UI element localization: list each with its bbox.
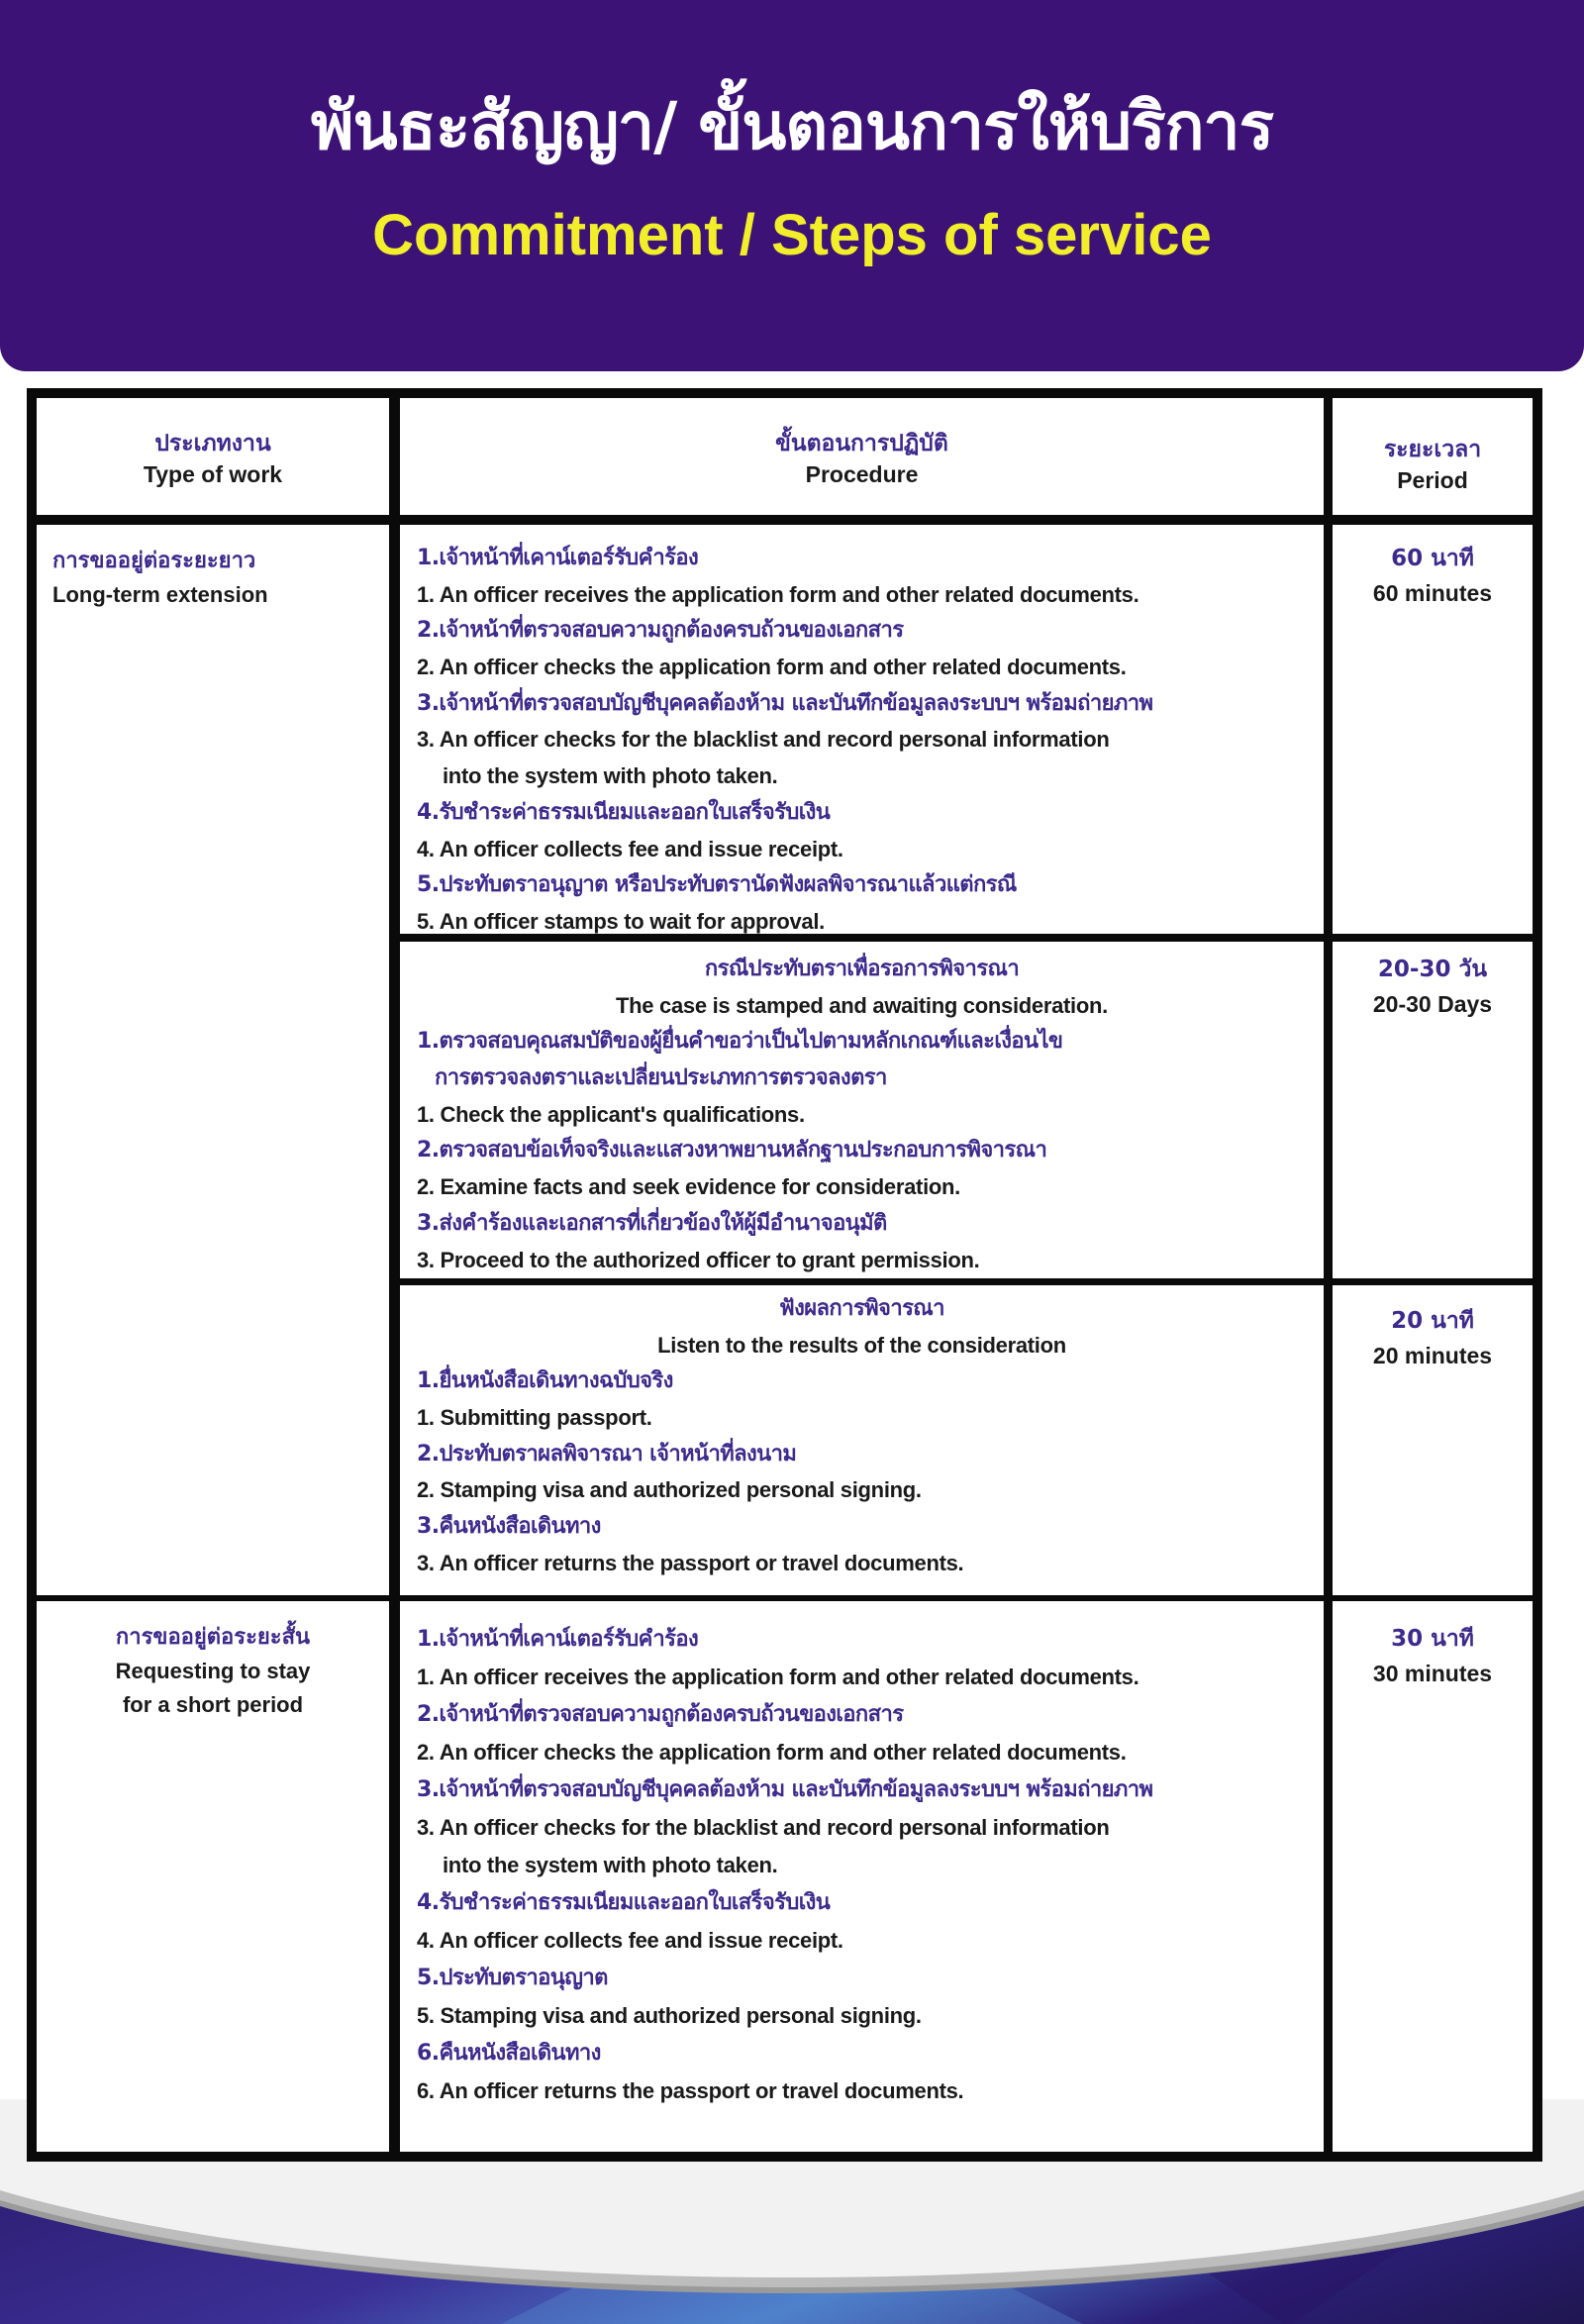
column-header-thai: ขั้นตอนการปฏิบัติ <box>775 431 948 456</box>
procedure-step-thai: 3.คืนหนังสือเดินทาง <box>417 1514 601 1540</box>
type-label-english: Long-term extension <box>52 582 268 607</box>
procedure-step-english: 5. Stamping visa and authorized personal signing. <box>417 2003 922 2028</box>
procedure-step-thai: 1.ตรวจสอบคุณสมบัติของผู้ยื่นคำขอว่าเป็นไปตามหลักเกณฑ์และเงื่อนไข <box>417 1029 1063 1055</box>
procedure-step-english: 2. Stamping visa and authorized personal signing. <box>417 1477 922 1503</box>
procedure-cell <box>400 525 1324 934</box>
procedure-step-thai: 1.เจ้าหน้าที่เคาน์เตอร์รับคำร้อง <box>417 1627 699 1652</box>
period-thai: 60 นาที <box>1391 546 1474 571</box>
period-cell <box>1333 942 1533 1278</box>
procedure-step-thai-continued: การตรวจลงตราและเปลี่ยนประเภทการตรวจลงตรา <box>435 1065 887 1091</box>
type-label-english: Requesting to stay <box>115 1659 311 1683</box>
procedure-step-english-continued: into the system with photo taken. <box>443 763 778 789</box>
procedure-step-thai: 2.ตรวจสอบข้อเท็จจริงและแสวงหาพยานหลักฐานประกอบการพิจารณา <box>417 1138 1047 1163</box>
section-heading-english: Listen to the results of the consideration <box>657 1332 1066 1358</box>
procedure-step-english: 4. An officer collects fee and issue receipt. <box>417 1928 843 1953</box>
column-header-type-of-work <box>37 398 389 515</box>
procedure-step-thai: 2.เจ้าหน้าที่ตรวจสอบความถูกต้องครบถ้วนของเอกสาร <box>417 618 904 644</box>
period-thai: 20-30 วัน <box>1377 957 1488 982</box>
period-english: 60 minutes <box>1372 580 1493 606</box>
procedure-cell <box>400 1601 1324 2152</box>
procedure-step-english: 3. An officer checks for the blacklist and record personal information <box>417 1815 1110 1840</box>
procedure-cell <box>400 1285 1324 1595</box>
procedure-step-english: 1. An officer receives the application form and other related documents. <box>417 581 1139 607</box>
period-thai: 30 นาที <box>1391 1626 1474 1652</box>
procedure-step-english-continued: into the system with photo taken. <box>443 1853 778 1877</box>
procedure-step-english: 4. An officer collects fee and issue receipt. <box>417 836 843 861</box>
procedure-step-english: 5. An officer stamps to wait for approval. <box>417 908 825 934</box>
header-banner <box>0 0 1584 371</box>
type-cell-long-term-extension <box>37 525 389 1595</box>
procedure-step-english: 1. An officer receives the application form and other related documents. <box>417 1665 1139 1689</box>
period-thai: 20 นาที <box>1391 1308 1474 1334</box>
procedure-step-thai: 2.เจ้าหน้าที่ตรวจสอบความถูกต้องครบถ้วนของเอกสาร <box>417 1702 904 1727</box>
type-label-thai: การขออยู่ต่อระยะสั้น <box>115 1625 311 1650</box>
type-label-english: for a short period <box>122 1692 304 1717</box>
type-label-thai: การขออยู่ต่อระยะยาว <box>52 549 256 573</box>
period-cell <box>1333 525 1533 934</box>
procedure-step-english: 1. Check the applicant's qualifications. <box>417 1101 805 1127</box>
procedure-step-english: 3. An officer returns the passport or travel documents. <box>417 1550 964 1575</box>
procedure-step-thai: 3.เจ้าหน้าที่ตรวจสอบบัญชีบุคคลต้องห้าม และบันทึกข้อมูลลงระบบฯ พร้อมถ่ายภาพ <box>417 690 1153 716</box>
period-english: 20 minutes <box>1372 1343 1493 1368</box>
procedure-step-english: 2. An officer checks the application form and other related documents. <box>417 655 1127 680</box>
column-header-english: Period <box>1397 467 1468 493</box>
section-heading-english: The case is stamped and awaiting consideration. <box>616 992 1108 1018</box>
section-heading-thai: ฟังผลการพิจารณา <box>779 1296 944 1321</box>
procedure-step-thai: 5.ประทับตราอนุญาต หรือประทับตรานัดฟังผลพิจารณาแล้วแต่กรณี <box>417 872 1017 898</box>
period-english: 20-30 Days <box>1372 991 1493 1017</box>
procedure-step-thai: 6.คืนหนังสือเดินทาง <box>417 2041 601 2066</box>
procedure-step-thai: 4.รับชำระค่าธรรมเนียมและออกใบเสร็จรับเงิน <box>417 1890 831 1915</box>
column-header-thai: ระยะเวลา <box>1383 437 1482 462</box>
procedure-step-thai: 1.เจ้าหน้าที่เคาน์เตอร์รับคำร้อง <box>417 546 699 570</box>
procedure-step-english: 2. An officer checks the application form and other related documents. <box>417 1740 1127 1765</box>
procedure-step-english: 3. Proceed to the authorized officer to grant permission. <box>417 1247 980 1272</box>
procedure-cell <box>400 942 1324 1278</box>
procedure-step-english: 3. An officer checks for the blacklist and record personal information <box>417 727 1110 753</box>
procedure-step-thai: 5.ประทับตราอนุญาต <box>417 1966 608 1990</box>
page-title-thai: พันธะสัญญา/ ขั้นตอนการให้บริการ <box>310 88 1274 164</box>
column-header-english: Procedure <box>805 461 919 487</box>
column-header-procedure <box>400 398 1324 515</box>
period-english: 30 minutes <box>1372 1661 1493 1686</box>
page-title-english: Commitment / Steps of service <box>372 203 1212 267</box>
procedure-step-english: 6. An officer returns the passport or travel documents. <box>417 2078 964 2103</box>
procedure-step-thai: 2.ประทับตราผลพิจารณา เจ้าหน้าที่ลงนาม <box>417 1441 797 1466</box>
service-steps-table <box>27 388 1542 2162</box>
procedure-step-thai: 3.ส่งคำร้องและเอกสารที่เกี่ยวข้องให้ผู้มีอำนาจอนุมัติ <box>417 1210 887 1236</box>
column-header-english: Type of work <box>143 461 283 487</box>
procedure-step-english: 1. Submitting passport. <box>417 1405 652 1431</box>
column-header-period <box>1333 398 1533 515</box>
procedure-step-english: 2. Examine facts and seek evidence for consideration. <box>417 1174 960 1200</box>
procedure-step-thai: 4.รับชำระค่าธรรมเนียมและออกใบเสร็จรับเงิน <box>417 799 831 825</box>
procedure-step-thai: 1.ยื่นหนังสือเดินทางฉบับจริง <box>417 1368 673 1394</box>
section-heading-thai: กรณีประทับตราเพื่อรอการพิจารณา <box>704 957 1020 981</box>
period-cell <box>1333 1285 1533 1595</box>
column-header-thai: ประเภทงาน <box>154 431 271 456</box>
period-cell <box>1333 1601 1533 2152</box>
type-cell-short-period-stay <box>37 1601 389 2152</box>
procedure-step-thai: 3.เจ้าหน้าที่ตรวจสอบบัญชีบุคคลต้องห้าม และบันทึกข้อมูลลงระบบฯ พร้อมถ่ายภาพ <box>417 1777 1153 1802</box>
